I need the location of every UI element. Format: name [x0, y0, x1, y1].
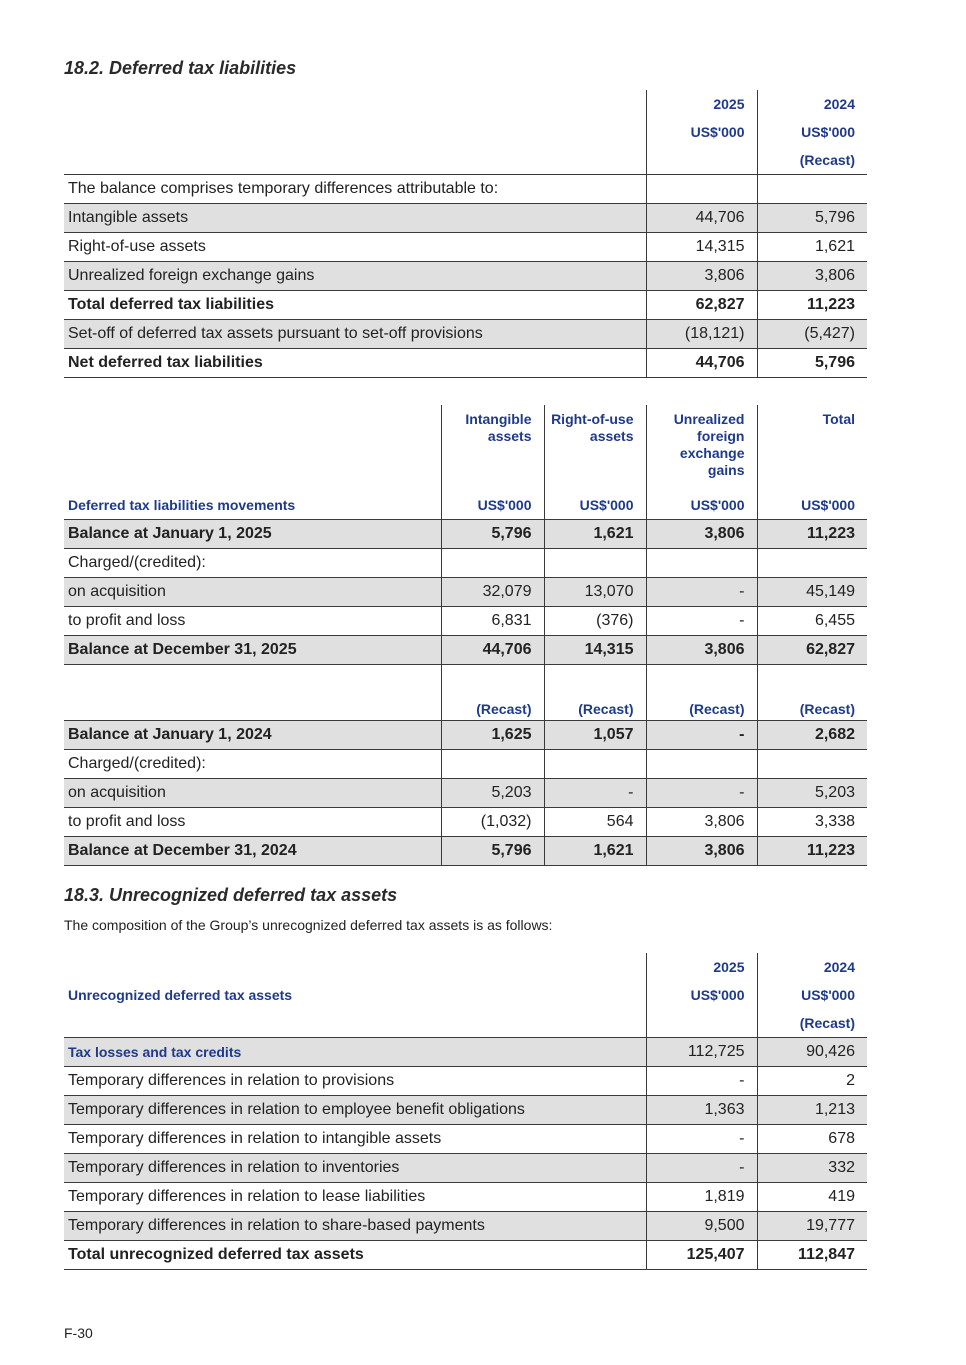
movements-title: Deferred tax liabilities movements	[64, 491, 441, 520]
unrecognized-dta-table: 2025 2024 Unrecognized deferred tax assets US$'000 US$'000 (Recast) Tax losses and tax credits 112,725 90,426 Temporary differences in relation to provisions - 2 Temporary differences in relation to employee benefit obligations 1,363 1,213 Temporary differences in relation to intangible assets - 678 Temporary differences in relation to inventories - 332 Temporary differences in relation to lease liabilities 1,819 419 Temporary differences in relation to share-based payments 9,500 19,777 Total unrecognized deferred tax assets 125,407 112,847	[64, 953, 867, 1270]
table-row: to profit and loss 6,831 (376) - 6,455	[64, 607, 867, 636]
table-row-total: Balance at December 31, 2025 44,706 14,315 3,806 62,827	[64, 636, 867, 665]
section-title-18-2: 18.2. Deferred tax liabilities	[64, 58, 297, 78]
header-unit: US$'000	[646, 118, 757, 146]
table-row: Charged/(credited):	[64, 549, 867, 578]
col-header-rou: Right-of-use assets	[544, 405, 646, 491]
header-unit: US$'000	[757, 118, 867, 146]
table-row: Right-of-use assets 14,315 1,621	[64, 233, 867, 262]
table-row: Charged/(credited):	[64, 750, 867, 779]
section-title-18-3: 18.3. Unrecognized deferred tax assets	[64, 885, 398, 905]
table-row: The balance comprises temporary differences attributable to:	[64, 175, 867, 204]
col-header-total: Total	[757, 405, 867, 491]
table-row: Temporary differences in relation to share-based payments 9,500 19,777	[64, 1212, 867, 1241]
col-header-intangible: Intangible assets	[441, 405, 544, 491]
table-row: Temporary differences in relation to inventories - 332	[64, 1154, 867, 1183]
table-row: Balance at January 1, 2025 5,796 1,621 3,806 11,223	[64, 520, 867, 549]
table-row: Temporary differences in relation to provisions - 2	[64, 1067, 867, 1096]
table-title: Unrecognized deferred tax assets	[68, 987, 293, 1003]
table-row: Intangible assets 44,706 5,796	[64, 204, 867, 233]
header-year-2025: 2025	[646, 90, 757, 118]
table-row: on acquisition 32,079 13,070 - 45,149	[64, 578, 867, 607]
table-row: Temporary differences in relation to employee benefit obligations 1,363 1,213	[64, 1096, 867, 1125]
col-header-fx: Unrealized foreign exchange gains	[646, 405, 757, 491]
header-recast: (Recast)	[757, 146, 867, 175]
table-row: to profit and loss (1,032) 564 3,806 3,338	[64, 808, 867, 837]
table-row: Temporary differences in relation to intangible assets - 678	[64, 1125, 867, 1154]
table-row: Unrealized foreign exchange gains 3,806 3,806	[64, 262, 867, 291]
table-row-total: Balance at December 31, 2024 5,796 1,621 3,806 11,223	[64, 837, 867, 866]
table-row-total: Total unrecognized deferred tax assets 125,407 112,847	[64, 1241, 867, 1270]
table-row: Set-off of deferred tax assets pursuant to set-off provisions (18,121) (5,427)	[64, 320, 867, 349]
table-row: on acquisition 5,203 - - 5,203	[64, 779, 867, 808]
section-intro: The composition of the Group’s unrecognized deferred tax assets is as follows:	[64, 917, 553, 933]
page-number: F-30	[64, 1325, 93, 1341]
table-row: Tax losses and tax credits 112,725 90,426	[64, 1038, 867, 1067]
table-row-total: Total deferred tax liabilities 62,827 11,223	[64, 291, 867, 320]
header-year-2024: 2024	[757, 90, 867, 118]
table-row: Temporary differences in relation to lease liabilities 1,819 419	[64, 1183, 867, 1212]
table-row-net: Net deferred tax liabilities 44,706 5,796	[64, 349, 867, 378]
table-row: Balance at January 1, 2024 1,625 1,057 - 2,682	[64, 721, 867, 750]
deferred-tax-liabilities-table	[64, 90, 867, 378]
movements-table: Intangible assets Right-of-use assets Unrealized foreign exchange gains Total Deferred tax liabilities movements US$'000 US$'000 US$'000 US$'000 Balance at January 1, 2025 5,796 1,621 3,806 11,223 Charged/(credited): on acquisition 32,079 13,070 - 45,149 to profit and loss 6,831 (376) - 6,455 Balance at December 31, 2025 44,706 14,315 3,806 62,827 (Recast) (Recast) (Recast) (Recast) Balance at January 1, 2024 1,625 1,057 - 2,682 Charged/(credited): on acquisition 5,203 - - 5,203 to profit and loss (1,032) 564 3,806 3,338 Balance at December 31, 2024 5,796 1,621 3,806 11,223	[64, 405, 867, 866]
